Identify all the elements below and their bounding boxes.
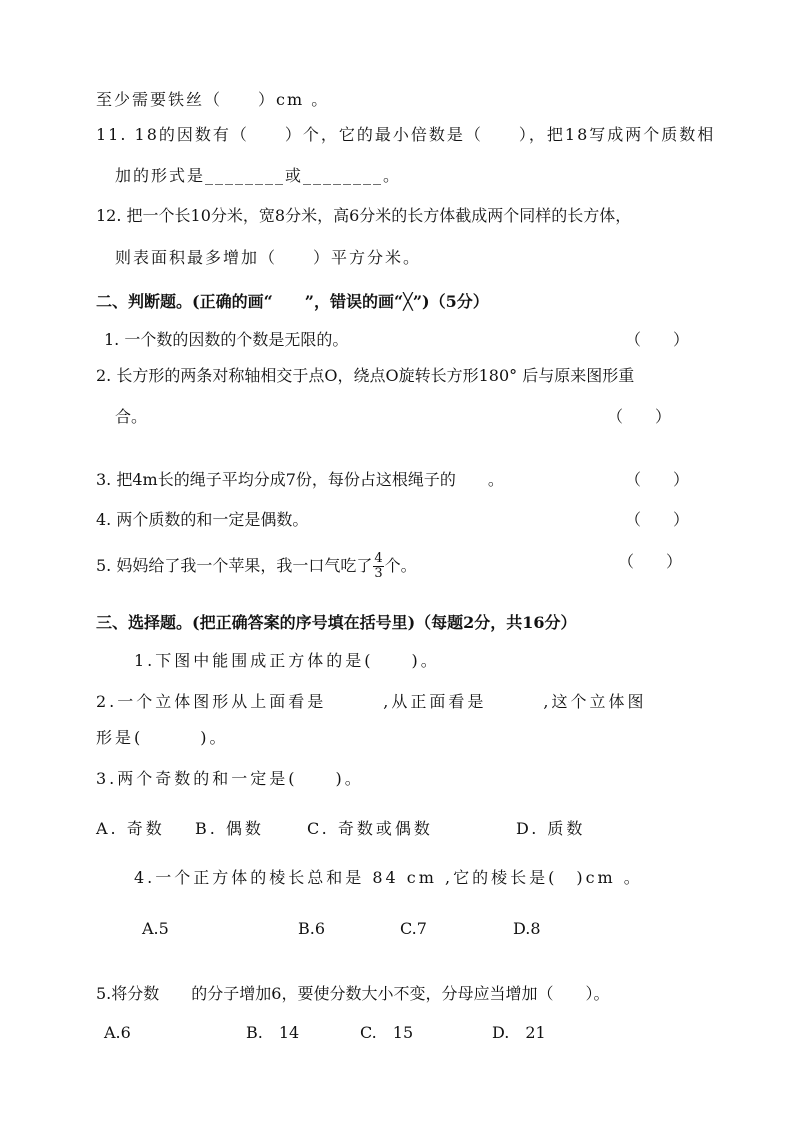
answer-bracket: （ ） [618, 552, 683, 571]
option-a: A.5 [142, 919, 169, 938]
answer-bracket: （ ） [607, 407, 672, 426]
choice-question-3: 3.两个奇数的和一定是( )。 [96, 769, 364, 788]
answer-bracket: （ ） [625, 470, 690, 489]
option-b: B. 偶数 [195, 819, 264, 838]
choice-question-2: 2.一个立体图形从上面看是 ,从正面看是 ,这个立体图 [96, 692, 647, 711]
option-a: A.6 [104, 1023, 131, 1042]
section-heading-choice: 三、选择题。(把正确答案的序号填在括号里)（每题2分，共16分） [96, 613, 577, 632]
option-c: C.7 [400, 919, 427, 938]
question-12: 12. 把一个长10分米，宽8分米，高6分米的长方体截成两个同样的长方体， [96, 206, 632, 225]
option-c: C. 奇数或偶数 [307, 819, 433, 838]
judgement-item-3: 3. 把4m长的绳子平均分成7份，每份占这根绳子的 。 [96, 470, 504, 489]
fraction-denominator: 3 [374, 566, 383, 581]
fraction-numerator: 4 [374, 551, 383, 566]
text-line: 则表面积最多增加（ ）平方分米。 [115, 248, 422, 267]
choice-question-1: 1.下图中能围成正方体的是( )。 [134, 651, 440, 670]
text-line: 至少需要铁丝（ ）cm 。 [96, 90, 330, 109]
answer-bracket: （ ） [625, 510, 690, 529]
option-b: B.6 [298, 919, 326, 938]
option-d: D.8 [513, 919, 541, 938]
section-heading-judgement: 二、判断题。(正确的画“ ”，错误的画“╳”)（5分） [96, 292, 489, 311]
option-d: D. 21 [492, 1023, 546, 1042]
fraction [373, 552, 383, 581]
text-segment: 个。 [384, 556, 417, 575]
option-b: B. 14 [246, 1023, 300, 1042]
choice-question-4: 4.一个正方体的棱长总和是 84 cm ,它的棱长是( )cm 。 [134, 868, 643, 887]
option-a: A. 奇数 [96, 819, 165, 838]
option-c: C. 15 [360, 1023, 414, 1042]
judgement-item-2: 2. 长方形的两条对称轴相交于点O，绕点O旋转长方形180° 后与原来图形重 [96, 366, 635, 385]
text-segment: 5. 妈妈给了我一个苹果，我一口气吃了 [96, 556, 373, 575]
judgement-item-5 [96, 552, 417, 581]
option-d: D. 质数 [516, 819, 586, 838]
judgement-item-4: 4. 两个质数的和一定是偶数。 [96, 510, 309, 529]
text-line: 加的形式是________或________。 [115, 166, 402, 185]
answer-bracket: （ ） [625, 330, 690, 349]
choice-question-5: 5.将分数 的分子增加6，要使分数大小不变，分母应当增加（ ）。 [96, 984, 610, 1003]
question-11: 11. 18的因数有（ ）个，它的最小倍数是（ ），把18写成两个质数相 [96, 125, 716, 144]
text-line: 形是( )。 [96, 728, 229, 747]
text-line: 合。 [115, 407, 148, 426]
judgement-item-1: 1. 一个数的因数的个数是无限的。 [104, 330, 349, 349]
